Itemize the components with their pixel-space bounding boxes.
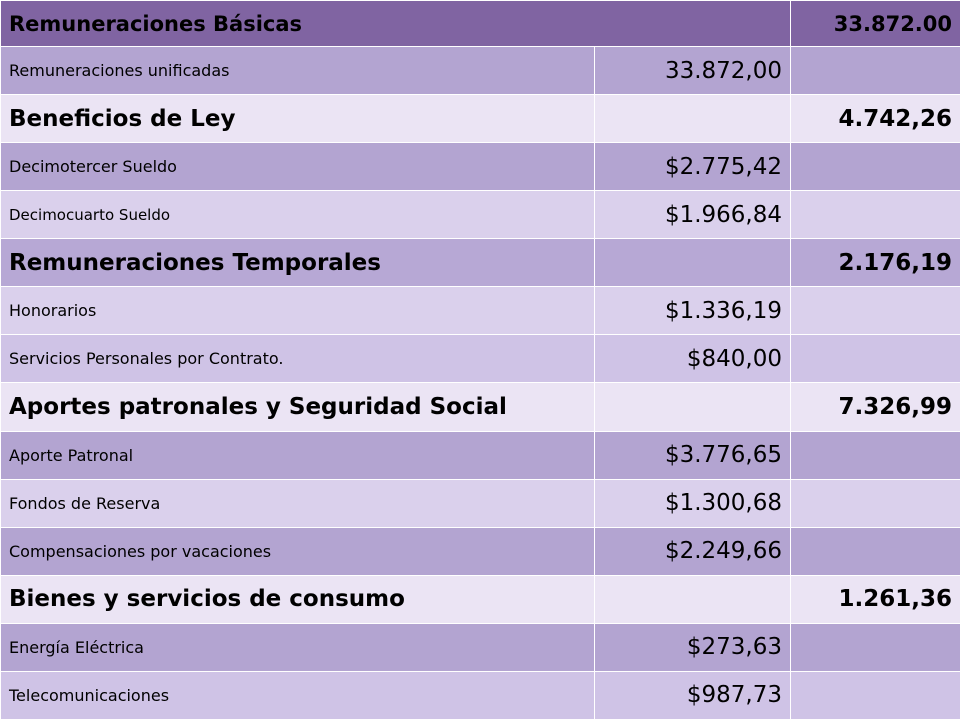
item-row [1,671,960,719]
category-label: Bienes y servicios de consumo [1,575,595,623]
empty-cell [595,575,791,623]
empty-cell [595,239,791,287]
category-label: Aportes patronales y Seguridad Social [1,383,595,431]
category-row [1,383,960,431]
item-row [1,431,960,479]
item-row [1,479,960,527]
header-label: Remuneraciones Básicas [1,1,791,47]
header-total: 33.872.00 [791,1,960,47]
category-total: 4.742,26 [791,95,960,143]
item-row [1,47,960,95]
category-label: Beneficios de Ley [1,95,595,143]
item-value: $1.300,68 [595,479,791,527]
item-row [1,527,960,575]
item-label: Energía Eléctrica [1,623,595,671]
empty-cell [595,383,791,431]
empty-cell [791,623,960,671]
item-row [1,191,960,239]
category-label: Remuneraciones Temporales [1,239,595,287]
category-total: 7.326,99 [791,383,960,431]
item-label: Honorarios [1,287,595,335]
item-row [1,287,960,335]
item-value: $2.249,66 [595,527,791,575]
item-row [1,143,960,191]
item-value: $1.966,84 [595,191,791,239]
item-value: $2.775,42 [595,143,791,191]
category-total: 1.261,36 [791,575,960,623]
item-value: $1.336,19 [595,287,791,335]
item-value: $3.776,65 [595,431,791,479]
category-row [1,95,960,143]
category-total: 2.176,19 [791,239,960,287]
item-label: Aporte Patronal [1,431,595,479]
item-value: $273,63 [595,623,791,671]
empty-cell [791,47,960,95]
category-row [1,575,960,623]
empty-cell [595,95,791,143]
item-label: Telecomunicaciones [1,671,595,719]
empty-cell [791,431,960,479]
empty-cell [791,287,960,335]
empty-cell [791,191,960,239]
item-label: Decimotercer Sueldo [1,143,595,191]
empty-cell [791,671,960,719]
item-label: Servicios Personales por Contrato. [1,335,595,383]
item-label: Compensaciones por vacaciones [1,527,595,575]
item-row [1,623,960,671]
empty-cell [791,143,960,191]
empty-cell [791,527,960,575]
category-row [1,239,960,287]
item-value: $840,00 [595,335,791,383]
item-label: Decimocuarto Sueldo [1,191,595,239]
item-row [1,335,960,383]
item-value: 33.872,00 [595,47,791,95]
item-value: $987,73 [595,671,791,719]
empty-cell [791,479,960,527]
header-row [1,1,960,47]
empty-cell [791,335,960,383]
item-label: Remuneraciones unificadas [1,47,595,95]
item-label: Fondos de Reserva [1,479,595,527]
